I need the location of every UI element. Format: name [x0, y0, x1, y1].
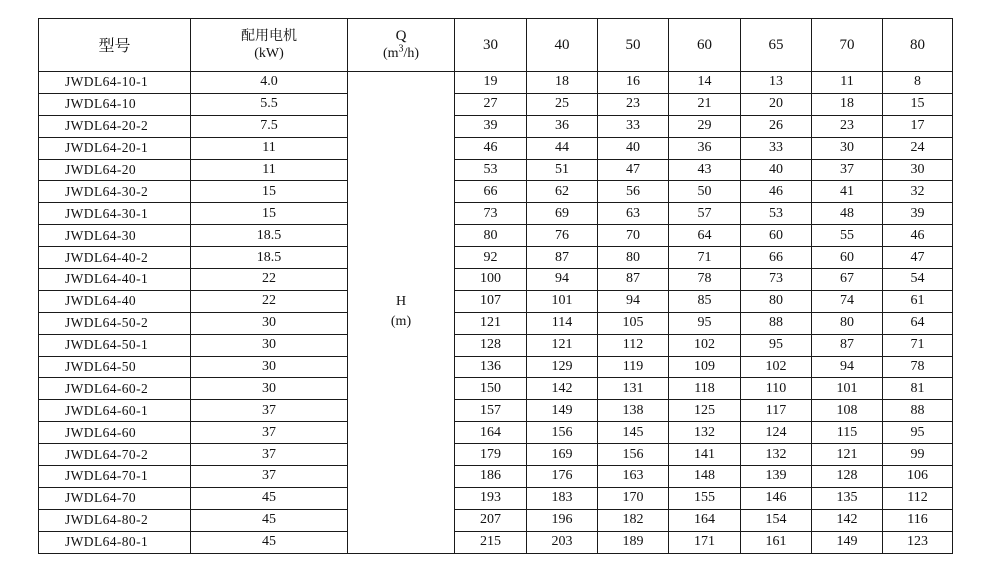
head-value-cell: 108 — [812, 400, 883, 422]
motor-power-cell: 4.0 — [191, 72, 348, 94]
head-value-cell: 117 — [741, 400, 812, 422]
head-value-cell: 41 — [812, 181, 883, 203]
head-value-cell: 23 — [598, 93, 669, 115]
head-value-cell: 196 — [527, 509, 598, 531]
head-value-cell: 19 — [455, 72, 527, 94]
flow-unit-prefix: (m — [382, 46, 399, 61]
head-value-cell: 150 — [455, 378, 527, 400]
head-value-cell: 64 — [883, 312, 953, 334]
flow-unit-suffix: /h) — [403, 46, 420, 61]
head-value-cell: 107 — [455, 290, 527, 312]
head-value-cell: 203 — [527, 531, 598, 553]
head-value-cell: 156 — [527, 422, 598, 444]
flow-header — [348, 19, 455, 72]
head-value-cell: 46 — [455, 137, 527, 159]
head-value-cell: 115 — [812, 422, 883, 444]
head-value-cell: 154 — [741, 509, 812, 531]
head-value-cell: 71 — [883, 334, 953, 356]
model-cell: JWDL64-10-1 — [39, 72, 191, 94]
model-header: 型号 — [39, 19, 191, 72]
model-cell: JWDL64-50-2 — [39, 312, 191, 334]
head-value-cell: 78 — [883, 356, 953, 378]
head-value-cell: 124 — [741, 422, 812, 444]
head-value-cell: 94 — [812, 356, 883, 378]
head-value-cell: 119 — [598, 356, 669, 378]
flow-symbol: Q — [395, 28, 407, 44]
head-value-cell: 121 — [812, 444, 883, 466]
head-value-cell: 40 — [598, 137, 669, 159]
head-value-cell: 182 — [598, 509, 669, 531]
head-unit: (m) — [390, 314, 412, 330]
head-value-cell: 66 — [741, 247, 812, 269]
table-row — [39, 93, 953, 115]
table-row — [39, 225, 953, 247]
head-value-cell: 101 — [812, 378, 883, 400]
motor-power-cell: 37 — [191, 422, 348, 444]
head-value-cell: 11 — [812, 72, 883, 94]
head-value-cell: 73 — [741, 269, 812, 291]
head-value-cell: 215 — [455, 531, 527, 553]
head-value-cell: 46 — [883, 225, 953, 247]
motor-power-cell: 15 — [191, 181, 348, 203]
head-value-cell: 55 — [812, 225, 883, 247]
head-value-cell: 18 — [527, 72, 598, 94]
flow-value-header: 60 — [669, 19, 741, 72]
head-value-cell: 74 — [812, 290, 883, 312]
model-cell: JWDL64-60 — [39, 422, 191, 444]
table-row — [39, 466, 953, 488]
table-row — [39, 247, 953, 269]
head-value-cell: 112 — [883, 487, 953, 509]
table-row — [39, 312, 953, 334]
head-value-cell: 131 — [598, 378, 669, 400]
head-value-cell: 33 — [741, 137, 812, 159]
head-value-cell: 88 — [883, 400, 953, 422]
head-value-cell: 13 — [741, 72, 812, 94]
motor-power-cell: 5.5 — [191, 93, 348, 115]
table-row — [39, 159, 953, 181]
head-label-cell — [348, 72, 455, 554]
head-value-cell: 26 — [741, 115, 812, 137]
head-value-cell: 94 — [598, 290, 669, 312]
head-value-cell: 164 — [455, 422, 527, 444]
head-value-cell: 170 — [598, 487, 669, 509]
head-value-cell: 33 — [598, 115, 669, 137]
model-cell: JWDL64-70-2 — [39, 444, 191, 466]
head-value-cell: 21 — [669, 93, 741, 115]
head-value-cell: 136 — [455, 356, 527, 378]
table-row — [39, 422, 953, 444]
head-value-cell: 95 — [883, 422, 953, 444]
head-value-cell: 60 — [741, 225, 812, 247]
motor-power-cell: 30 — [191, 356, 348, 378]
head-value-cell: 121 — [527, 334, 598, 356]
head-value-cell: 163 — [598, 466, 669, 488]
head-value-cell: 27 — [455, 93, 527, 115]
model-cell: JWDL64-30-1 — [39, 203, 191, 225]
head-value-cell: 47 — [598, 159, 669, 181]
head-value-cell: 37 — [812, 159, 883, 181]
motor-power-unit: (kW) — [254, 46, 284, 61]
motor-power-cell: 30 — [191, 334, 348, 356]
head-value-cell: 81 — [883, 378, 953, 400]
head-value-cell: 76 — [527, 225, 598, 247]
head-value-cell: 15 — [883, 93, 953, 115]
table-row — [39, 115, 953, 137]
table-row — [39, 356, 953, 378]
head-value-cell: 47 — [883, 247, 953, 269]
head-value-cell: 54 — [883, 269, 953, 291]
head-value-cell: 80 — [741, 290, 812, 312]
head-value-cell: 171 — [669, 531, 741, 553]
head-value-cell: 80 — [598, 247, 669, 269]
model-cell: JWDL64-10 — [39, 93, 191, 115]
head-value-cell: 146 — [741, 487, 812, 509]
head-value-cell: 36 — [669, 137, 741, 159]
head-value-cell: 116 — [883, 509, 953, 531]
motor-power-cell: 22 — [191, 269, 348, 291]
head-value-cell: 149 — [527, 400, 598, 422]
head-value-cell: 110 — [741, 378, 812, 400]
model-cell: JWDL64-50 — [39, 356, 191, 378]
motor-power-cell: 37 — [191, 444, 348, 466]
flow-unit — [348, 45, 454, 62]
model-cell: JWDL64-30-2 — [39, 181, 191, 203]
head-value-cell: 30 — [883, 159, 953, 181]
table-row — [39, 203, 953, 225]
head-value-cell: 70 — [598, 225, 669, 247]
head-value-cell: 56 — [598, 181, 669, 203]
head-value-cell: 25 — [527, 93, 598, 115]
head-value-cell: 23 — [812, 115, 883, 137]
head-value-cell: 46 — [741, 181, 812, 203]
head-value-cell: 186 — [455, 466, 527, 488]
head-value-cell: 99 — [883, 444, 953, 466]
head-value-cell: 129 — [527, 356, 598, 378]
head-value-cell: 142 — [527, 378, 598, 400]
head-value-cell: 66 — [455, 181, 527, 203]
head-value-cell: 112 — [598, 334, 669, 356]
model-cell: JWDL64-60-2 — [39, 378, 191, 400]
head-value-cell: 118 — [669, 378, 741, 400]
model-cell: JWDL64-40-2 — [39, 247, 191, 269]
head-value-cell: 193 — [455, 487, 527, 509]
motor-power-cell: 15 — [191, 203, 348, 225]
table-row — [39, 400, 953, 422]
head-value-cell: 18 — [812, 93, 883, 115]
head-value-cell: 95 — [741, 334, 812, 356]
head-value-cell: 149 — [812, 531, 883, 553]
model-cell: JWDL64-40 — [39, 290, 191, 312]
head-value-cell: 17 — [883, 115, 953, 137]
head-value-cell: 64 — [669, 225, 741, 247]
head-value-cell: 48 — [812, 203, 883, 225]
motor-power-cell: 45 — [191, 509, 348, 531]
head-value-cell: 62 — [527, 181, 598, 203]
flow-value-header: 65 — [741, 19, 812, 72]
head-value-cell: 145 — [598, 422, 669, 444]
head-value-cell: 87 — [527, 247, 598, 269]
header-row — [39, 19, 953, 72]
flow-value-header: 30 — [455, 19, 527, 72]
head-value-cell: 102 — [741, 356, 812, 378]
head-value-cell: 114 — [527, 312, 598, 334]
head-value-cell: 155 — [669, 487, 741, 509]
head-value-cell: 125 — [669, 400, 741, 422]
head-value-cell: 189 — [598, 531, 669, 553]
flow-value-header: 80 — [883, 19, 953, 72]
head-value-cell: 179 — [455, 444, 527, 466]
head-value-cell: 36 — [527, 115, 598, 137]
head-value-cell: 67 — [812, 269, 883, 291]
head-value-cell: 8 — [883, 72, 953, 94]
head-value-cell: 94 — [527, 269, 598, 291]
head-value-cell: 109 — [669, 356, 741, 378]
table-row — [39, 290, 953, 312]
motor-power-cell: 30 — [191, 312, 348, 334]
head-value-cell: 87 — [598, 269, 669, 291]
head-value-cell: 135 — [812, 487, 883, 509]
head-value-cell: 20 — [741, 93, 812, 115]
head-value-cell: 102 — [669, 334, 741, 356]
head-value-cell: 161 — [741, 531, 812, 553]
head-value-cell: 29 — [669, 115, 741, 137]
head-value-cell: 169 — [527, 444, 598, 466]
head-value-cell: 32 — [883, 181, 953, 203]
model-cell: JWDL64-70 — [39, 487, 191, 509]
head-value-cell: 78 — [669, 269, 741, 291]
model-cell: JWDL64-20 — [39, 159, 191, 181]
head-value-cell: 156 — [598, 444, 669, 466]
head-value-cell: 139 — [741, 466, 812, 488]
head-value-cell: 60 — [812, 247, 883, 269]
head-value-cell: 40 — [741, 159, 812, 181]
table-row — [39, 269, 953, 291]
model-cell: JWDL64-70-1 — [39, 466, 191, 488]
head-value-cell: 92 — [455, 247, 527, 269]
head-value-cell: 80 — [455, 225, 527, 247]
motor-power-label: 配用电机 — [241, 28, 297, 44]
head-value-cell: 43 — [669, 159, 741, 181]
head-value-cell: 183 — [527, 487, 598, 509]
head-value-cell: 123 — [883, 531, 953, 553]
model-cell: JWDL64-30 — [39, 225, 191, 247]
head-value-cell: 16 — [598, 72, 669, 94]
head-value-cell: 87 — [812, 334, 883, 356]
motor-power-cell: 7.5 — [191, 115, 348, 137]
head-value-cell: 69 — [527, 203, 598, 225]
flow-value-header: 70 — [812, 19, 883, 72]
motor-power-cell: 11 — [191, 137, 348, 159]
head-value-cell: 50 — [669, 181, 741, 203]
model-cell: JWDL64-80-1 — [39, 531, 191, 553]
head-value-cell: 30 — [812, 137, 883, 159]
model-cell: JWDL64-60-1 — [39, 400, 191, 422]
head-value-cell: 95 — [669, 312, 741, 334]
head-value-cell: 100 — [455, 269, 527, 291]
model-cell: JWDL64-20-2 — [39, 115, 191, 137]
table-row — [39, 137, 953, 159]
table-row — [39, 378, 953, 400]
head-value-cell: 39 — [455, 115, 527, 137]
head-value-cell: 132 — [669, 422, 741, 444]
head-value-cell: 121 — [455, 312, 527, 334]
model-cell: JWDL64-50-1 — [39, 334, 191, 356]
head-value-cell: 61 — [883, 290, 953, 312]
head-value-cell: 24 — [883, 137, 953, 159]
motor-power-header — [191, 19, 348, 72]
flow-unit-superscript: 3 — [398, 43, 404, 55]
head-value-cell: 44 — [527, 137, 598, 159]
head-value-cell: 14 — [669, 72, 741, 94]
motor-power-cell: 37 — [191, 466, 348, 488]
head-value-cell: 164 — [669, 509, 741, 531]
table-row — [39, 72, 953, 94]
head-value-cell: 51 — [527, 159, 598, 181]
motor-power-cell: 11 — [191, 159, 348, 181]
motor-power-cell: 22 — [191, 290, 348, 312]
head-value-cell: 105 — [598, 312, 669, 334]
head-value-cell: 106 — [883, 466, 953, 488]
table-row — [39, 334, 953, 356]
table-body — [39, 72, 953, 554]
flow-value-header: 50 — [598, 19, 669, 72]
head-value-cell: 80 — [812, 312, 883, 334]
head-value-cell: 63 — [598, 203, 669, 225]
head-value-cell: 71 — [669, 247, 741, 269]
table-row — [39, 487, 953, 509]
head-value-cell: 53 — [455, 159, 527, 181]
flow-value-header: 40 — [527, 19, 598, 72]
head-value-cell: 128 — [812, 466, 883, 488]
head-value-cell: 128 — [455, 334, 527, 356]
head-value-cell: 141 — [669, 444, 741, 466]
head-symbol: H — [395, 294, 407, 310]
model-cell: JWDL64-40-1 — [39, 269, 191, 291]
head-value-cell: 57 — [669, 203, 741, 225]
head-value-cell: 53 — [741, 203, 812, 225]
motor-power-cell: 37 — [191, 400, 348, 422]
head-value-cell: 73 — [455, 203, 527, 225]
motor-power-cell: 45 — [191, 531, 348, 553]
table-row — [39, 531, 953, 553]
motor-power-cell: 30 — [191, 378, 348, 400]
table-row — [39, 181, 953, 203]
head-value-cell: 132 — [741, 444, 812, 466]
head-value-cell: 138 — [598, 400, 669, 422]
head-value-cell: 39 — [883, 203, 953, 225]
motor-power-cell: 45 — [191, 487, 348, 509]
motor-power-cell: 18.5 — [191, 247, 348, 269]
head-value-cell: 148 — [669, 466, 741, 488]
head-value-cell: 176 — [527, 466, 598, 488]
head-value-cell: 157 — [455, 400, 527, 422]
head-value-cell: 142 — [812, 509, 883, 531]
head-value-cell: 88 — [741, 312, 812, 334]
model-cell: JWDL64-20-1 — [39, 137, 191, 159]
motor-power-cell: 18.5 — [191, 225, 348, 247]
head-value-cell: 101 — [527, 290, 598, 312]
pump-performance-table — [38, 18, 953, 554]
table-row — [39, 444, 953, 466]
table-header — [39, 19, 953, 72]
head-value-cell: 85 — [669, 290, 741, 312]
table-row — [39, 509, 953, 531]
head-value-cell: 207 — [455, 509, 527, 531]
model-cell: JWDL64-80-2 — [39, 509, 191, 531]
